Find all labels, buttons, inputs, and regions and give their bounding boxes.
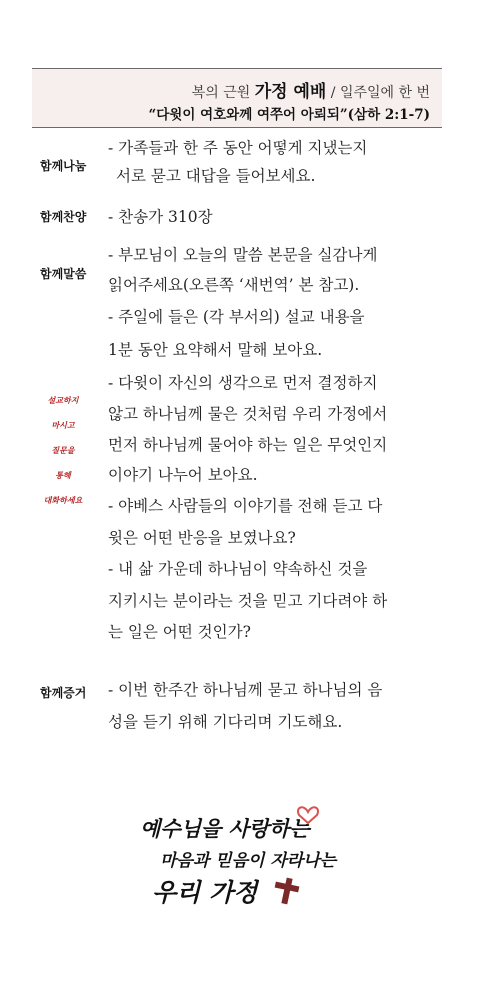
- word-line: 지키시는 분이라는 것을 믿고 기다려야 하: [108, 592, 388, 610]
- calligraphy-artwork: [138, 800, 338, 910]
- calligraphy-line-3: 우리 가정: [152, 878, 258, 907]
- share-line: 서로 묻고 대답을 들어보세요.: [116, 167, 316, 185]
- side-note-line: 통해: [55, 471, 71, 480]
- word-line: - 내 삶 가운데 하나님이 약속하신 것을: [108, 560, 368, 578]
- side-note-line: 대화하세요: [43, 496, 83, 505]
- side-note: [30, 388, 96, 513]
- label-share: 함께나눔: [40, 159, 87, 173]
- word-line: 1분 동안 요약해서 말해 보아요.: [108, 341, 323, 359]
- praise-line: - 찬송가 310장: [108, 208, 213, 226]
- header-banner: [32, 68, 442, 128]
- share-line: - 가족들과 한 주 동안 어떻게 지냈는지: [108, 139, 368, 157]
- word-line: 윗은 어떤 반응을 보였나요?: [108, 529, 296, 547]
- word-line: 먼저 하나님께 물어야 하는 일은 무엇인지: [108, 436, 388, 454]
- side-note-line: 질문을: [51, 446, 75, 455]
- word-line: 읽어주세요(오른쪽 ‘새번역’ 본 참고).: [108, 276, 360, 294]
- testimony-line: 성을 듣기 위해 기다리며 기도해요.: [108, 713, 343, 731]
- calligraphy-line-1: 예수님을 사랑하는: [140, 817, 310, 841]
- testimony-line: - 이번 한주간 하나님께 묻고 하나님의 음: [108, 681, 383, 699]
- header-subtitle-suffix: / 일주일에 한 번: [330, 85, 430, 101]
- label-testimony: 함께증거: [40, 686, 87, 700]
- label-praise: 함께찬양: [40, 210, 87, 224]
- calligraphy-line-2: 마음과 믿음이 자라나는: [160, 851, 337, 871]
- side-note-line: 마시고: [51, 421, 75, 430]
- word-line: 는 일은 어떤 것인가?: [108, 623, 251, 641]
- word-line: - 다윗이 자신의 생각으로 먼저 결정하지: [108, 374, 378, 392]
- label-word: 함께말씀: [40, 267, 87, 281]
- header-subtitle-prefix: 복의 근원: [191, 85, 251, 101]
- header-verse: “다윗이 여호와께 여쭈어 아뢰되”(삼하 2:1-7): [148, 107, 430, 123]
- word-line: 이야기 나누어 보아요.: [108, 466, 258, 484]
- word-line: - 야베스 사람들의 이야기를 전해 듣고 다: [108, 497, 383, 515]
- side-note-line: 설교하지: [47, 396, 79, 405]
- word-line: - 주일에 들은 (각 부서의) 설교 내용을: [108, 308, 365, 326]
- cross-icon: [275, 878, 300, 905]
- header-title: 가정 예배: [254, 82, 327, 102]
- word-line: - 부모님이 오늘의 말씀 본문을 실감나게: [108, 246, 378, 264]
- header-subtitle: [192, 77, 430, 102]
- word-line: 않고 하나님께 물은 것처럼 우리 가정에서: [108, 405, 388, 423]
